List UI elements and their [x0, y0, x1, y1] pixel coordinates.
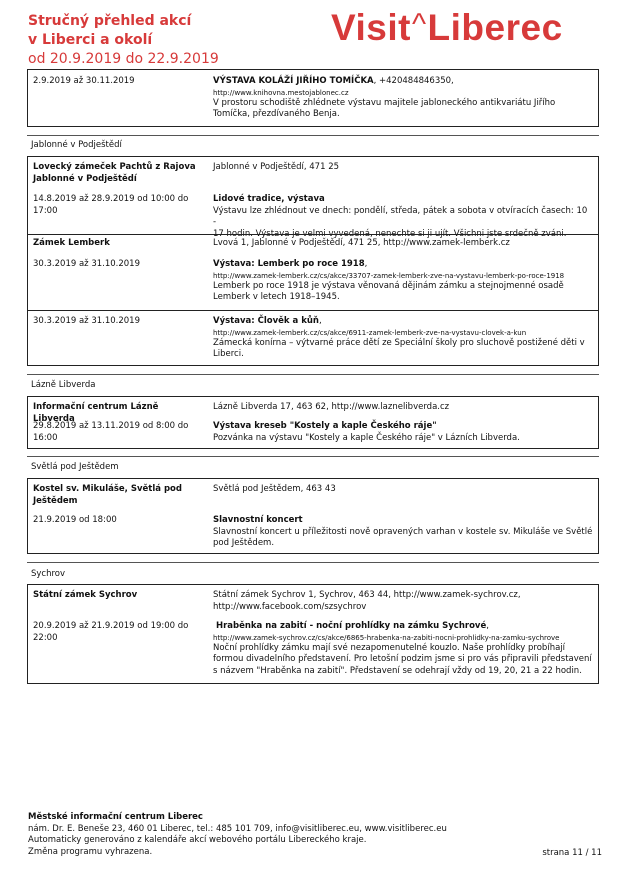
event-phone: , +420484846350,: [373, 76, 454, 86]
event-desc-line: s názvem "Hraběnka na zabití". Představení se odehrají vždy od 19, 20, 21 a 22 hodin.: [213, 665, 582, 676]
title-line-1: Stručný přehled akcí: [28, 13, 192, 29]
venue-address: Lvová 1, Jablonné v Podještědí, 471 25, http://www.zamek-lemberk.cz: [213, 238, 510, 248]
event-desc-line: formou divadelního představení. Pro letošní podzim jsme si pro vás připravili představení: [213, 654, 592, 664]
venue-address: Světlá pod Ještědem, 463 43: [213, 484, 336, 494]
venue-address: Jablonné v Podještědí, 471 25: [213, 162, 340, 172]
venue-name: Lovecký zámeček Pachtů z Rajova Jablonné v Podještědí: [33, 162, 196, 184]
title-line-2: v Liberci a okolí: [28, 32, 153, 48]
report-title: [28, 12, 219, 69]
venue-address: Státní zámek Sychrov 1, Sychrov, 463 44, http://www.zamek-sychrov.cz, http://www.facebook.com/szsychrov: [213, 590, 521, 612]
venue-address: Lázně Libverda 17, 463 62, http://www.laznelibverda.cz: [213, 402, 450, 412]
section-box: [27, 396, 599, 449]
event-date: 30.3.2019 až 31.10.2019: [33, 259, 141, 269]
section-divider: [27, 456, 599, 457]
event-info: Výstava: Člověk a kůň, http://www.zamek-lemberk.cz/cs/akce/6911-zamek-lemberk-zve-na-vystavu-clovek-a-kun Zámecká konírna – výtvarné práce dětí ze Speciální školy pro sluchově postižené děti v Liberci.: [213, 316, 593, 361]
footer-note: Změna programu vyhrazena.: [28, 846, 153, 857]
section-divider: [27, 374, 599, 375]
section-label: Světlá pod Ještědem: [31, 462, 119, 472]
event-title: Výstava: Lemberk po roce 1918: [213, 259, 365, 269]
footer: [28, 812, 488, 858]
event-info: [213, 76, 593, 121]
section-box: [27, 156, 599, 366]
event-date: 20.9.2019 až 21.9.2019 od 19:00 do 22:00: [33, 621, 189, 643]
venue-name: Informační centrum Lázně Libverda: [33, 402, 159, 424]
event-desc-line: Liberci.: [213, 349, 244, 359]
section-box: [27, 584, 599, 684]
event-date: 29.8.2019 až 13.11.2019 od 8:00 do 16:00: [33, 421, 189, 443]
row-separator: [28, 310, 598, 311]
footer-address: nám. Dr. E. Beneše 23, 460 01 Liberec, tel.: 485 101 709, info@visitliberec.eu, www.visitliberec.eu: [28, 823, 447, 834]
event-desc-line: 17 hodin. Výstava je velmi vyvedená, nenechte si ji ujít. Všichni jste srdečně zváni.: [213, 228, 567, 239]
event-title: Výstava kreseb "Kostely a kaple Českého ráje": [213, 421, 437, 431]
date-range: od 20.9.2019 do 22.9.2019: [28, 51, 219, 67]
event-info: Hraběnka na zabití - noční prohlídky na zámku Sychrové, http://www.zamek-sychrov.cz/cs/akce/6865-hrabenka-na-zabiti-nocni-prohlidky-na-zamku-sychrove Noční prohlídky zámku mají své nezapomenutelné kouzlo. Naše prohlídky probíhají formou divadelního představení. Pro letošní podzim jsme si pro vás připravili představení s názvem "Hraběnka na zabití". Představení se odehrají vždy od 19, 20, 21 a 22 hodin.: [213, 621, 592, 676]
row-separator: [28, 234, 598, 235]
event-title: Výstava: Člověk a kůň: [213, 316, 319, 326]
event-url[interactable]: http://www.zamek-lemberk.cz/cs/akce/6911-zamek-lemberk-zve-na-vystavu-clovek-a-kun: [213, 328, 527, 337]
footer-note: Automaticky generováno z kalendáře akcí webového portálu Libereckého kraje.: [28, 835, 367, 845]
event-url[interactable]: http://www.zamek-lemberk.cz/cs/akce/33707-zamek-lemberk-zve-na-vystavu-lemberk-po-roce-1918: [213, 271, 565, 280]
section-label: Lázně Libverda: [31, 380, 96, 390]
event-info: Výstava: Lemberk po roce 1918, http://www.zamek-lemberk.cz/cs/akce/33707-zamek-lemberk-zve-na-vystavu-lemberk-po-roce-1918 Lemberk po roce 1918 je výstava věnovaná dějinám zámku a stejnojmenné osadě Lemberk v letech 1918–1945.: [213, 259, 593, 304]
event-desc-line: Lemberk po roce 1918 je výstava věnovaná dějinám zámku a stejnojmenné osadě: [213, 280, 564, 291]
event-desc-line: V prostoru schodiště zhlédnete výstavu majitele jabloneckého antikvariátu Jiřího: [213, 97, 556, 108]
venue-name: Kostel sv. Mikuláše, Světlá pod Ještědem: [33, 484, 182, 506]
event-date: 21.9.2019 od 18:00: [33, 515, 117, 525]
page-number: strana 11 / 11: [542, 848, 602, 858]
event-title: Lidové tradice, výstava: [213, 194, 325, 204]
venue-name: Zámek Lemberk: [33, 238, 110, 248]
event-desc-line: Výstavu lze zhlédnout ve dnech: pondělí, středa, pátek a sobota v otvíracích časech: 10 -: [213, 205, 588, 227]
section-divider: [27, 562, 599, 563]
event-date: 30.3.2019 až 31.10.2019: [33, 316, 141, 326]
event-desc-line: Pozvánka na výstavu "Kostely a kaple Českého ráje" v Lázních Libverda.: [213, 432, 520, 443]
event-date: 2.9.2019 až 30.11.2019: [33, 76, 135, 86]
event-box: [27, 69, 599, 127]
section-divider: [27, 135, 599, 136]
venue-name: Státní zámek Sychrov: [33, 590, 138, 600]
event-desc-line: Lemberk v letech 1918–1945.: [213, 292, 340, 302]
event-title: Slavnostní koncert: [213, 515, 303, 525]
event-title: Hraběnka na zabití - noční prohlídky na zámku Sychrové: [213, 621, 487, 631]
section-label: Sychrov: [31, 569, 66, 579]
event-date: 14.8.2019 až 28.9.2019 od 10:00 do 17:00: [33, 194, 189, 216]
event-url[interactable]: http://www.knihovna.mestojablonec.cz: [213, 88, 349, 97]
section-box: [27, 478, 599, 554]
event-info: [213, 515, 593, 550]
section-label: Jablonné v Podještědí: [31, 140, 122, 150]
event-url[interactable]: http://www.zamek-sychrov.cz/cs/akce/6865-hrabenka-na-zabiti-nocni-prohlidky-na-zamku-sychrove: [213, 633, 560, 642]
event-desc-line: Zámecká konírna – výtvarné práce dětí ze Speciální školy pro sluchově postižené děti v: [213, 337, 585, 348]
event-title: VÝSTAVA KOLÁŽÍ JIŘÍHO TOMÍČKA: [213, 76, 374, 86]
event-desc-line: Slavnostní koncert u příležitosti nově opravených varhan v kostele sv. Mikuláše ve Světlé: [213, 526, 593, 537]
visit-liberec-logo: Visit^Liberec: [331, 7, 563, 48]
footer-org: Městské informační centrum Liberec: [28, 812, 203, 822]
event-desc-line: pod Ještědem.: [213, 538, 275, 548]
event-desc-line: Tomíčka, přezdívaného Benja.: [213, 109, 340, 119]
event-info: [213, 421, 593, 444]
event-desc-line: Noční prohlídky zámku mají své nezapomenutelné kouzlo. Naše prohlídky probíhají: [213, 642, 566, 653]
